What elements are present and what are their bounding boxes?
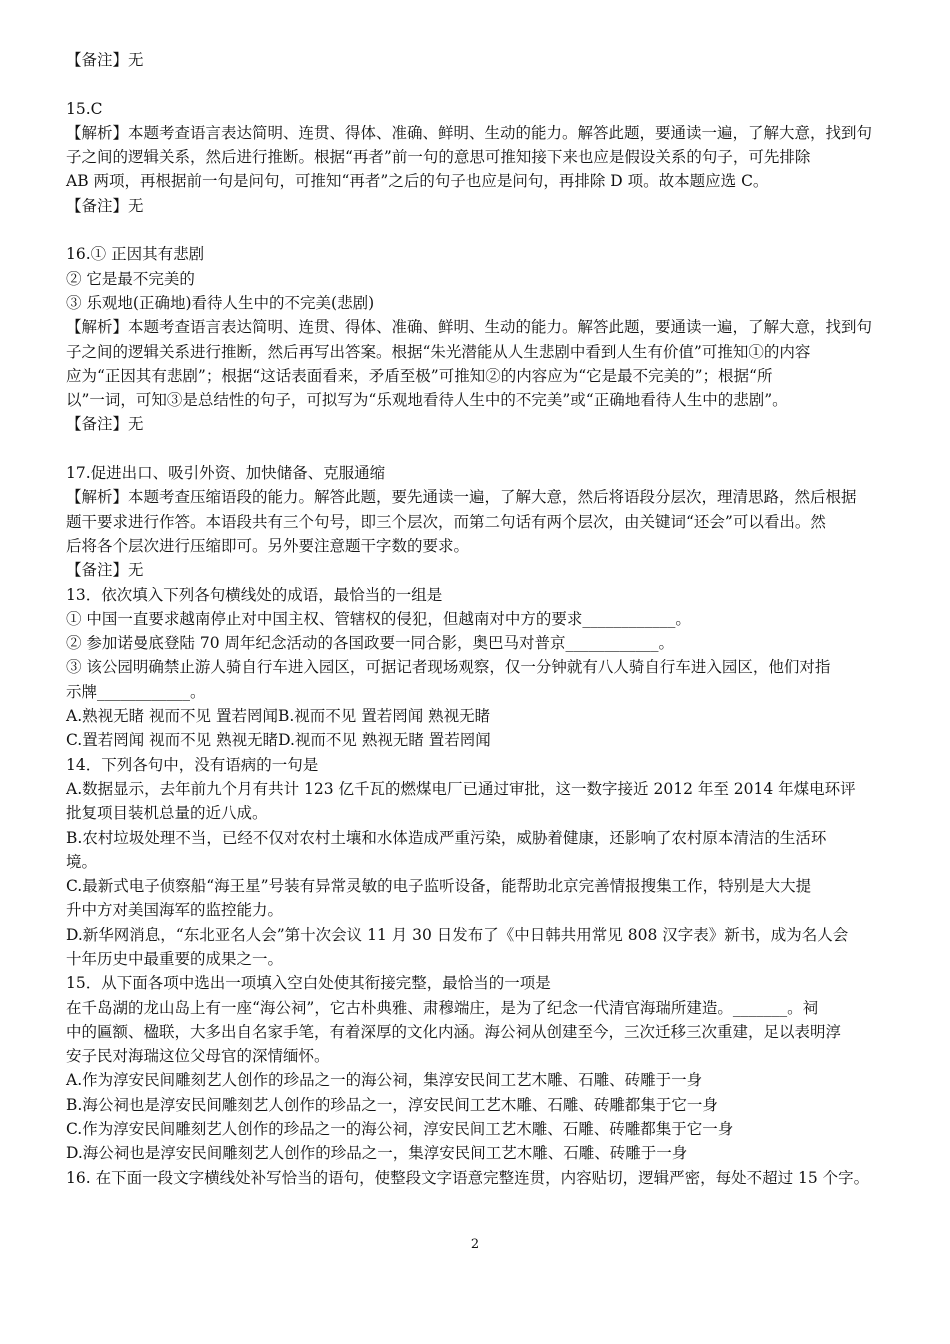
text-line: 批复项目装机总量的近八成。 bbox=[66, 804, 268, 823]
text-line: 中的匾额、楹联，大多出自名家手笔，有着深厚的文化内涵。海公祠从创建至今，三次迁移三次重建，足以表明淳 bbox=[66, 1022, 842, 1041]
text-line: C.最新式电子侦察船“海王星”号装有异常灵敏的电子监听设备，能帮助北京完善情报搜集工作，特别是大大提 bbox=[66, 877, 812, 896]
text-line: 【解析】本题考查语言表达简明、连贯、得体、准确、鲜明、生动的能力。解答此题，要通读一遍，了解大意，找到句 bbox=[66, 123, 873, 142]
text-line: 17.促进出口、吸引外资、加快储备、克服通缩 bbox=[66, 464, 386, 483]
text-line: 在千岛湖的龙山岛上有一座“海公祠”，它古朴典雅、肃穆端庄，是为了纪念一代清官海瑞所建造。_______。祠 bbox=[66, 998, 819, 1017]
text-line: 【备注】无 bbox=[66, 196, 144, 215]
text-line: ② 参加诺曼底登陆 70 周年纪念活动的各国政要一同合影，奥巴马对普京____________。 bbox=[66, 634, 675, 653]
text-line: 14．下列各句中，没有语病的一句是 bbox=[66, 755, 319, 774]
text-line: B.海公祠也是淳安民间雕刻艺人创作的珍品之一，淳安民间工艺木雕、石雕、砖雕都集于它一身 bbox=[66, 1095, 718, 1114]
text-line: 应为“正因其有悲剧”；根据“这话表面看来，矛盾至极”可推知②的内容应为“它是最不完美的”；根据“所 bbox=[66, 366, 773, 385]
text-line: B.农村垃圾处理不当，已经不仅对农村土壤和水体造成严重污染，威胁着健康，还影响了农村原本清洁的生活环 bbox=[66, 828, 827, 847]
text-line: AB 两项，再根据前一句是问句，可推知“再者”之后的句子也应是问句，再排除 D 项。故本题应选 C。 bbox=[66, 172, 769, 191]
text-line: D.海公祠也是淳安民间雕刻艺人创作的珍品之一，集淳安民间工艺木雕、石雕、砖雕于一身 bbox=[66, 1144, 688, 1163]
text-line: 13．依次填入下列各句横线处的成语，最恰当的一组是 bbox=[66, 585, 443, 604]
text-line: 安子民对海瑞这位父母官的深情缅怀。 bbox=[66, 1047, 330, 1066]
text-line: 16.① 正因其有悲剧 bbox=[66, 245, 205, 264]
text-line: 题干要求进行作答。本语段共有三个句号，即三个层次，而第二句话有两个层次，由关键词“还会”可以看出。然 bbox=[66, 512, 826, 531]
text-line: 【备注】无 bbox=[66, 561, 144, 580]
document-body bbox=[66, 48, 886, 1190]
text-line: ③ 乐观地(正确地)看待人生中的不完美(悲剧) bbox=[66, 293, 375, 312]
text-line: 升中方对美国海军的监控能力。 bbox=[66, 901, 284, 920]
text-line: C.作为淳安民间雕刻艺人创作的珍品之一的海公祠，淳安民间工艺木雕、石雕、砖雕都集于它一身 bbox=[66, 1120, 734, 1139]
text-line: 示牌____________。 bbox=[66, 682, 206, 701]
blank-line bbox=[66, 437, 886, 461]
text-line: C.置若罔闻 视而不见 熟视无睹D.视而不见 熟视无睹 置若罔闻 bbox=[66, 731, 491, 750]
text-line: A.熟视无睹 视而不见 置若罔闻B.视而不见 置若罔闻 熟视无睹 bbox=[66, 707, 491, 726]
text-line: ① 中国一直要求越南停止对中国主权、管辖权的侵犯，但越南对中方的要求____________。 bbox=[66, 609, 691, 628]
text-line: 以”一词，可知③是总结性的句子，可拟写为“乐观地看待人生中的不完美”或“正确地看待人生中的悲剧”。 bbox=[66, 391, 788, 410]
text-line: 后将各个层次进行压缩即可。另外要注意题干字数的要求。 bbox=[66, 536, 470, 555]
text-line: 15．从下面各项中选出一项填入空白处使其衔接完整，最恰当的一项是 bbox=[66, 974, 551, 993]
text-line: ③ 该公园明确禁止游人骑自行车进入园区，可据记者现场观察，仅一分钟就有八人骑自行车进入园区，他们对指 bbox=[66, 658, 831, 677]
text-line: 16. 在下面一段文字横线处补写恰当的语句，使整段文字语意完整连贯，内容贴切，逻辑严密，每处不超过 15 个字。 bbox=[66, 1168, 870, 1187]
text-line: 境。 bbox=[66, 852, 98, 871]
text-line: 【解析】本题考查压缩语段的能力。解答此题，要先通读一遍，了解大意，然后将语段分层次，理清思路，然后根据 bbox=[66, 488, 857, 507]
text-line: 【备注】无 bbox=[66, 415, 144, 434]
text-line: D.新华网消息，“东北亚名人会”第十次会议 11 月 30 日发布了《中日韩共用常见 808 汉字表》新书，成为名人会 bbox=[66, 925, 849, 944]
text-line: 子之间的逻辑关系进行推断，然后再写出答案。根据“朱光潜能从人生悲剧中看到人生有价值”可推知①的内容 bbox=[66, 342, 811, 361]
blank-line bbox=[66, 72, 886, 96]
text-line: ② 它是最不完美的 bbox=[66, 269, 195, 288]
text-line: A.数据显示，去年前九个月有共计 123 亿千瓦的燃煤电厂已通过审批，这一数字接近 2012 年至 2014 年煤电环评 bbox=[66, 779, 856, 798]
text-line: A.作为淳安民间雕刻艺人创作的珍品之一的海公祠，集淳安民间工艺木雕、石雕、砖雕于一身 bbox=[66, 1071, 703, 1090]
text-line: 子之间的逻辑关系，然后进行推断。根据“再者”前一句的意思可推知接下来也应是假设关系的句子，可先排除 bbox=[66, 148, 811, 167]
text-line: 【解析】本题考查语言表达简明、连贯、得体、准确、鲜明、生动的能力。解答此题，要通读一遍，了解大意，找到句 bbox=[66, 318, 873, 337]
text-line: 十年历史中最重要的成果之一。 bbox=[66, 949, 284, 968]
blank-line bbox=[66, 218, 886, 242]
text-line: 15.C bbox=[66, 99, 103, 118]
text-line: 【备注】无 bbox=[66, 51, 144, 69]
page-number: 2 bbox=[470, 1237, 480, 1252]
